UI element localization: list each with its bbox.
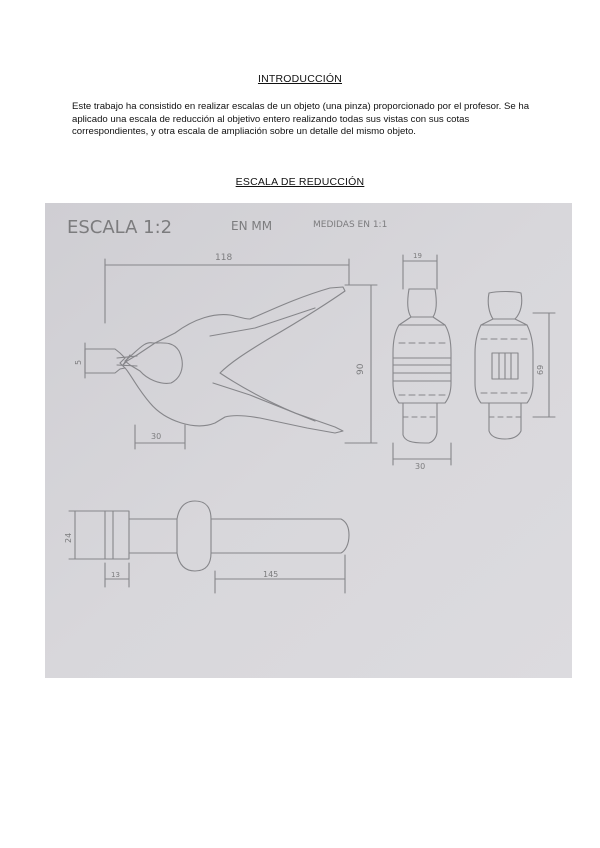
dim-back-height-label: 69 [536,364,545,375]
drawing-scale-label: ESCALA 1:2 [67,217,173,238]
intro-title: INTRODUCCIÓN [257,73,343,85]
dim-tip-label: 5 [74,359,83,365]
drawing-units-label: EN MM [231,219,273,233]
dim-jaw-label: 30 [151,432,162,441]
dim-length-label: 118 [215,253,233,263]
dim-side-width-top-label: 19 [413,252,422,260]
section-title: ESCALA DE REDUCCIÓN [235,176,365,188]
dim-bottom-length-label: 145 [263,570,279,579]
sketch-photo [45,203,572,678]
paper-background [45,203,572,678]
drawing-note-label: MEDIDAS EN 1:1 [313,220,388,230]
dim-height-label: 90 [356,363,366,375]
dim-side-width-bottom-label: 30 [415,462,426,471]
intro-paragraph: Este trabajo ha consistido en realizar escalas de un objeto (una pinza) proporcionado por el profesor. Se ha aplicado una escala de reducción al objetivo entero realizando todas sus vistas con sus cotas correspondientes, y otra escala de ampliación sobre un detalle del mismo objeto. [72,101,530,138]
dim-bottom-height-label: 24 [64,532,73,543]
dim-bottom-small-label: 13 [111,571,120,579]
